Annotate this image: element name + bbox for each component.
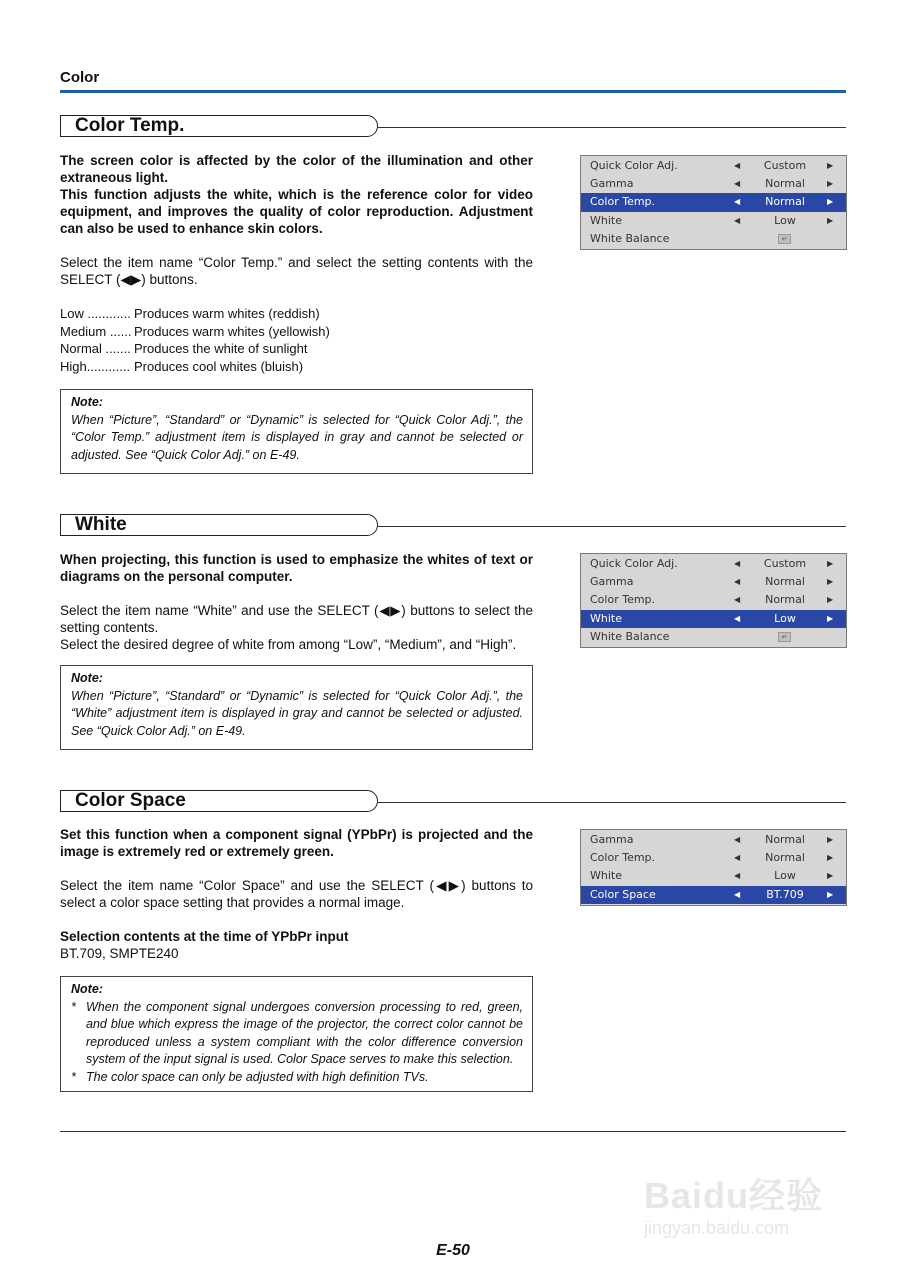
note-bullet-text: When the component signal undergoes conversion processing to red, green, and blue which express the image of the projector, the correct color cannot be reproduced unless a system compliant with the color difference conversion system of the input signal is used. Color Space serves to make this selection. xyxy=(86,999,523,1066)
selection-heading: Selection contents at the time of YPbPr input xyxy=(60,929,349,944)
bullet-mark: * xyxy=(71,999,76,1014)
arrow-left-icon[interactable]: ◀ xyxy=(734,197,741,207)
color-temp-instruction: Select the item name “Color Temp.” and select the setting contents with the SELECT (◀▶) buttons. xyxy=(60,255,533,287)
arrow-left-icon[interactable]: ◀ xyxy=(734,613,741,623)
menu-label: Gamma xyxy=(590,833,634,846)
menu-value: Normal xyxy=(765,195,805,209)
enter-icon[interactable]: ↵ xyxy=(778,234,791,244)
menu-row-gamma[interactable] xyxy=(581,175,846,193)
menu-row-color-temp[interactable] xyxy=(581,193,846,211)
white-instruction-1: Select the item name “White” and use the SELECT (◀▶) buttons to select the setting contents. xyxy=(60,603,533,635)
arrow-right-icon[interactable]: ▶ xyxy=(827,559,834,568)
option-desc: Produces warm whites (reddish) xyxy=(134,306,320,321)
selection-values: BT.709, SMPTE240 xyxy=(60,946,179,961)
color-temp-options xyxy=(60,305,360,375)
note-title: Note: xyxy=(71,671,103,685)
white-menu xyxy=(580,553,847,648)
color-space-heading xyxy=(60,790,846,814)
color-temp-title: Color Temp. xyxy=(60,115,378,137)
menu-label: White Balance xyxy=(590,231,670,245)
menu-row-white-balance[interactable] xyxy=(581,628,846,646)
watermark xyxy=(644,1148,854,1248)
menu-value: Normal xyxy=(765,593,805,607)
option-desc: Produces cool whites (bluish) xyxy=(134,358,304,374)
note-text: When “Picture”, “Standard” or “Dynamic” is selected for “Quick Color Adj.”, the “Color Temp.” adjustment item is displayed in gray and cannot be selected or adjusted. See “Quick Color Adj.” on E-49. xyxy=(71,412,523,462)
color-space-menu xyxy=(580,829,847,906)
option-key: Low ............ xyxy=(60,306,131,321)
header-rule xyxy=(60,90,846,93)
menu-row-white[interactable] xyxy=(581,867,846,885)
arrow-right-icon[interactable]: ▶ xyxy=(827,215,834,225)
color-space-intro: Set this function when a component signal (YPbPr) is projected and the image is extremely red or extremely green. xyxy=(60,827,533,859)
arrow-right-icon[interactable]: ▶ xyxy=(827,613,834,623)
white-intro: When projecting, this function is used to emphasize the whites of text or diagrams on the personal computer. xyxy=(60,552,533,584)
menu-value: BT.709 xyxy=(766,887,804,901)
color-temp-menu xyxy=(580,155,847,250)
option-desc: Produces the white of sunlight xyxy=(134,341,308,356)
watermark-url: jingyan.baidu.com xyxy=(644,1218,790,1238)
arrow-left-icon[interactable]: ◀ xyxy=(734,835,741,844)
option-key: Medium ...... xyxy=(60,323,132,339)
note-title: Note: xyxy=(71,982,103,996)
menu-label: Color Space xyxy=(590,887,656,901)
menu-row-gamma[interactable] xyxy=(581,573,846,591)
note-bullet xyxy=(71,999,523,1069)
note-bullet-text: The color space can only be adjusted with high definition TVs. xyxy=(86,1069,429,1084)
menu-label: Color Temp. xyxy=(590,593,656,607)
heading-rule xyxy=(378,127,846,128)
menu-value: Normal xyxy=(765,833,805,846)
page-section-title: Color xyxy=(60,69,100,86)
arrow-right-icon[interactable]: ▶ xyxy=(827,889,834,899)
menu-value: Low xyxy=(774,869,796,883)
menu-value: Normal xyxy=(765,177,805,191)
arrow-left-icon[interactable]: ◀ xyxy=(734,215,741,225)
menu-row-color-space[interactable] xyxy=(581,886,846,904)
menu-label: White xyxy=(590,869,622,883)
menu-label: Gamma xyxy=(590,177,634,191)
arrow-left-icon[interactable]: ◀ xyxy=(734,179,741,189)
color-temp-heading xyxy=(60,115,846,139)
arrow-right-icon[interactable]: ▶ xyxy=(827,197,834,207)
menu-value: Normal xyxy=(765,851,805,865)
menu-label: Gamma xyxy=(590,575,634,589)
color-temp-intro-2: This function adjusts the white, which is the reference color for video equipment, and improves the quality of color reproduction. Adjustment can also be used to enhance skin colors. xyxy=(60,187,533,236)
menu-value: Low xyxy=(774,213,796,227)
arrow-left-icon[interactable]: ◀ xyxy=(734,577,741,587)
option-row xyxy=(60,340,360,358)
arrow-right-icon[interactable]: ▶ xyxy=(827,577,834,587)
menu-label: Quick Color Adj. xyxy=(590,557,678,570)
color-temp-intro-1: The screen color is affected by the color of the illumination and other extraneous light. xyxy=(60,153,533,185)
arrow-left-icon[interactable]: ◀ xyxy=(734,595,741,605)
note-bullet xyxy=(71,1069,523,1087)
menu-value: Low xyxy=(774,611,796,625)
menu-label: Color Temp. xyxy=(590,195,656,209)
arrow-right-icon[interactable]: ▶ xyxy=(827,179,834,189)
arrow-left-icon[interactable]: ◀ xyxy=(734,161,741,170)
option-row xyxy=(60,323,360,341)
heading-rule xyxy=(378,802,846,803)
white-title: White xyxy=(60,514,378,536)
bullet-mark: * xyxy=(71,1069,76,1084)
menu-label: White xyxy=(590,213,622,227)
enter-icon[interactable]: ↵ xyxy=(778,632,791,642)
option-key: High............ xyxy=(60,358,131,374)
arrow-left-icon[interactable]: ◀ xyxy=(734,871,741,881)
page-number: E-50 xyxy=(436,1242,470,1259)
white-note xyxy=(60,665,533,750)
arrow-right-icon[interactable]: ▶ xyxy=(827,161,834,170)
arrow-right-icon[interactable]: ▶ xyxy=(827,871,834,881)
note-title: Note: xyxy=(71,395,103,409)
arrow-right-icon[interactable]: ▶ xyxy=(827,835,834,844)
note-text: When “Picture”, “Standard” or “Dynamic” is selected for “Quick Color Adj.”, the “White” adjustment item is displayed in gray and cannot be selected or adjusted. See “Quick Color Adj.” on E-49. xyxy=(71,688,523,738)
option-row xyxy=(60,358,360,376)
footer-rule xyxy=(60,1131,846,1132)
white-instruction-2: Select the desired degree of white from among “Low”, “Medium”, and “High”. xyxy=(60,637,517,652)
menu-row-color-temp[interactable] xyxy=(581,849,846,867)
arrow-left-icon[interactable]: ◀ xyxy=(734,889,741,899)
menu-row-white-balance[interactable] xyxy=(581,230,846,248)
color-temp-note xyxy=(60,389,533,474)
menu-value: Custom xyxy=(763,557,807,570)
arrow-right-icon[interactable]: ▶ xyxy=(827,853,834,863)
menu-label: Color Temp. xyxy=(590,851,656,865)
menu-value: Custom xyxy=(763,159,807,172)
menu-label: Quick Color Adj. xyxy=(590,159,678,172)
color-space-title: Color Space xyxy=(60,790,378,812)
arrow-left-icon[interactable]: ◀ xyxy=(734,853,741,863)
menu-row-white[interactable] xyxy=(581,610,846,628)
option-key: Normal ....... xyxy=(60,341,131,356)
menu-label: White xyxy=(590,611,622,625)
heading-rule xyxy=(378,526,846,527)
color-space-instruction: Select the item name “Color Space” and use the SELECT (◀▶) buttons to select a color space setting that provides a normal image. xyxy=(60,878,533,910)
menu-row-color-temp[interactable] xyxy=(581,591,846,609)
menu-row-white[interactable] xyxy=(581,212,846,230)
menu-value: Normal xyxy=(765,575,805,589)
option-row xyxy=(60,305,360,323)
menu-row-quick-color-adj[interactable] xyxy=(581,555,846,573)
white-heading xyxy=(60,514,846,538)
color-space-note xyxy=(60,976,533,1092)
arrow-left-icon[interactable]: ◀ xyxy=(734,559,741,568)
option-desc: Produces warm whites (yellowish) xyxy=(134,323,330,339)
menu-label: White Balance xyxy=(590,629,670,643)
arrow-right-icon[interactable]: ▶ xyxy=(827,595,834,605)
menu-row-quick-color-adj[interactable] xyxy=(581,157,846,175)
menu-row-gamma[interactable] xyxy=(581,831,846,849)
watermark-brand: Baidu经验 xyxy=(644,1175,824,1216)
